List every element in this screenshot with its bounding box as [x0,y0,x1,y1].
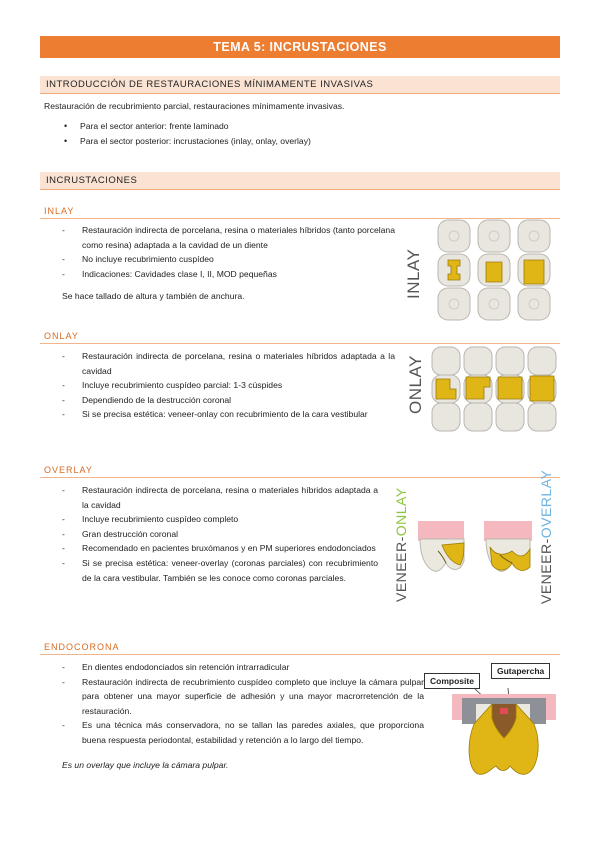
list-item: - Si se precisa estética: veneer-overlay (coronas parciales) con recubrimiento de la cara vestibular. También se les conoce como coronas parciales. [62,556,378,585]
list-item: - Indicaciones: Cavidades clase I, II, MOD pequeñas [62,267,395,282]
list-item: • Para el sector anterior: frente laminado [44,119,544,134]
composite-label: Composite [424,673,480,689]
onlay-teeth-figure [430,345,558,433]
list-item: - Recomendado en pacientes bruxómanos y en PM superiores endodonciados [62,541,378,556]
inlay-teeth-figure [436,218,554,324]
veneer-onlay-label-b: ONLAY [393,487,409,537]
list-item: - Si se precisa estética: veneer-onlay con recubrimiento de la cara vestibular [62,407,395,422]
gutapercha-label: Gutapercha [491,663,550,679]
list-item: - Restauración indirecta de porcelana, resina o materiales híbridos (tanto porcelana como resina) adaptada a la cavidad de un diente [62,223,395,252]
onlay-heading: ONLAY [40,330,560,344]
list-item: • Para el sector posterior: incrustaciones (inlay, onlay, overlay) [44,134,544,149]
intro-bullet-list [44,119,544,148]
intro-heading: INTRODUCCIÓN DE RESTAURACIONES MÍNIMAMENTE INVASIVAS [40,76,560,94]
overlay-heading: OVERLAY [40,464,560,478]
list-item: - Es una técnica más conservadora, no se tallan las paredes axiales, que proporciona buena respuesta periodontal, estabilidad y retención a lo largo del tiempo. [62,718,424,747]
inlay-note: Se hace tallado de altura y también de anchura. [62,291,245,301]
list-item: - Dependiendo de la destrucción coronal [62,393,395,408]
list-item: - Restauración indirecta de porcelana, resina o materiales híbridos adaptada a la cavidad [62,483,378,512]
veneer-teeth-figure [416,515,534,577]
list-item: - Incluye recubrimiento cuspídeo completo [62,512,378,527]
veneer-overlay-label-b: OVERLAY [538,469,554,539]
inlay-heading: INLAY [40,205,560,219]
list-item: - Gran destrucción coronal [62,527,378,542]
page-title: TEMA 5: INCRUSTACIONES [40,36,560,58]
inlay-list [62,223,395,281]
intro-paragraph: Restauración de recubrimiento parcial, restauraciones mínimamente invasivas. [44,101,345,111]
endocorona-note: Es un overlay que incluye la cámara pulpar. [62,760,229,770]
veneer-onlay-label-a: VENEER- [393,536,409,602]
list-item: - Restauración indirecta de porcelana, resina o materiales híbridos adaptada a la cavidad [62,349,395,378]
veneer-overlay-label [538,470,554,604]
endocorona-figure [450,684,560,784]
inlay-figure-label: INLAY [404,248,423,299]
endocorona-heading: ENDOCORONA [40,641,560,655]
incrustaciones-heading: INCRUSTACIONES [40,172,560,190]
list-item: - No incluye recubrimiento cuspídeo [62,252,395,267]
list-item: - Incluye recubrimiento cuspídeo parcial: 1-3 cúspides [62,378,395,393]
veneer-overlay-label-a: VENEER- [538,538,554,604]
list-item: - En dientes endodonciados sin retención intrarradicular [62,660,424,675]
veneer-onlay-label [393,487,409,602]
list-item: - Restauración indirecta de recubrimiento cuspídeo completo que incluye la cámara pulpar para obtener una mayor superficie de adhesión y una mayor macrorretención de la restauración. [62,675,424,719]
onlay-list [62,349,395,422]
endocorona-list [62,660,424,748]
onlay-figure-label: ONLAY [406,355,425,414]
overlay-list [62,483,378,585]
